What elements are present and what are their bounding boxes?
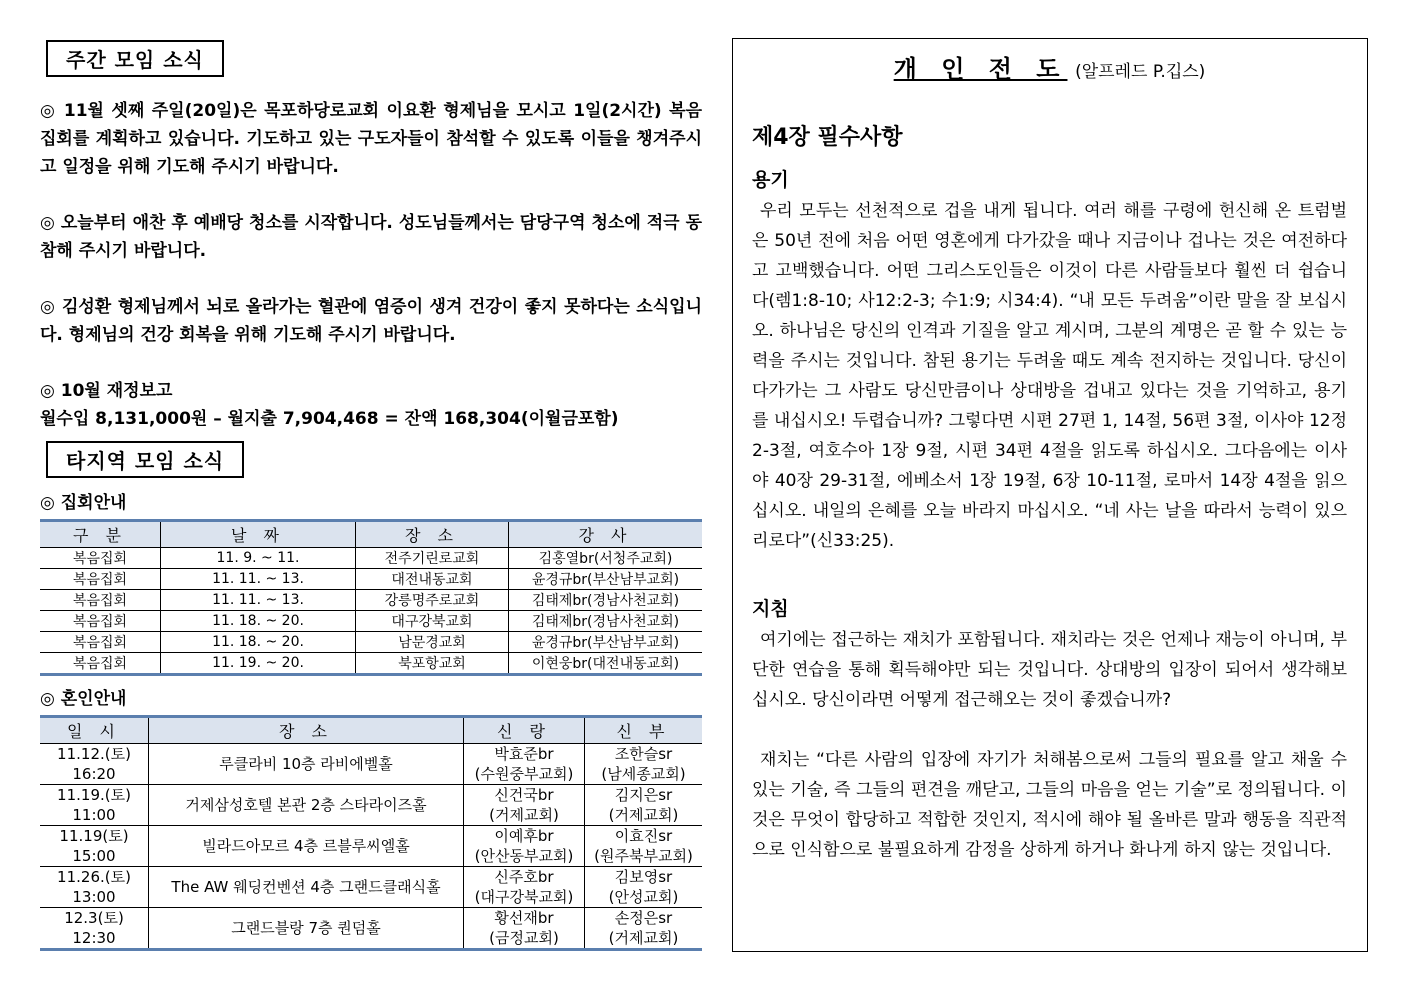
- wedding-place-cell: [149, 826, 464, 867]
- wedding-date: 11.26.(토): [57, 868, 131, 886]
- bride-name: 이효진sr: [614, 827, 673, 845]
- meeting-date: 11. 18. ~ 20.: [161, 611, 356, 632]
- wedding-time: 12:30: [72, 929, 116, 947]
- column-header: 신 랑: [464, 717, 585, 744]
- bride-name: 조한슬sr: [614, 745, 673, 763]
- wedding-date-cell: [40, 785, 149, 826]
- column-header: 강 사: [509, 521, 703, 548]
- meetings-header-row: [40, 521, 702, 548]
- meeting-place: 북포항교회: [356, 653, 509, 675]
- finance-title: ◎ 10월 재정보고: [40, 381, 173, 401]
- weekly-news-title: 주간 모임 소식: [46, 40, 224, 77]
- meeting-speaker: 김태제br(경남사천교회): [509, 590, 703, 611]
- meeting-speaker: 김태제br(경남사천교회): [509, 611, 703, 632]
- evangelism-panel: [732, 38, 1368, 952]
- weekly-news-item: ◎ 11월 셋째 주일(20일)은 목포하당로교회 이요환 형제님을 모시고 1일(2시간) 복음집회를 계획하고 있습니다. 기도하고 있는 구도자들이 참석할 수 있도록 이들을 챙겨주시고 일정을 위해 기도해 주시기 바랍니다.: [40, 101, 702, 177]
- meetings-table: [40, 519, 702, 676]
- bride-name: 손정은sr: [614, 909, 673, 927]
- other-news-title: 타지역 모임 소식: [46, 441, 244, 478]
- groom-church: (대구강북교회): [474, 888, 574, 906]
- meeting-date: 11. 11. ~ 13.: [161, 569, 356, 590]
- bride-church: (거제교회): [608, 929, 679, 947]
- wedding-place: The AW 웨딩컨벤션 4층 그랜드클래식홀: [171, 878, 441, 896]
- meeting-row: [40, 632, 702, 653]
- wedding-time: 16:20: [72, 765, 116, 783]
- column-header: 신 부: [585, 717, 703, 744]
- wedding-header-row: [40, 717, 702, 744]
- wedding-date-cell: [40, 826, 149, 867]
- wedding-time: 15:00: [72, 847, 116, 865]
- groom-name: 박효준br: [494, 745, 554, 763]
- meeting-type: 복음집회: [40, 653, 161, 675]
- meeting-row: [40, 569, 702, 590]
- meeting-type: 복음집회: [40, 590, 161, 611]
- groom-name: 황선재br: [494, 909, 554, 927]
- wedding-place-cell: [149, 785, 464, 826]
- wedding-place-cell: [149, 867, 464, 908]
- bride-church: (거제교회): [608, 806, 679, 824]
- column-header: 장 소: [356, 521, 509, 548]
- wedding-body: [40, 744, 702, 950]
- wedding-row: [40, 744, 702, 785]
- groom-name: 신주호br: [494, 868, 554, 886]
- meeting-type: 복음집회: [40, 569, 161, 590]
- wedding-date-cell: [40, 867, 149, 908]
- wedding-place-cell: [149, 744, 464, 785]
- weekly-news-item: ◎ 김성환 형제님께서 뇌로 올라가는 혈관에 염증이 생겨 건강이 좋지 못하다는 소식입니다. 형제님의 건강 회복을 위해 기도해 주시기 바랍니다.: [40, 297, 702, 345]
- meetings-body: [40, 548, 702, 675]
- column-header: 일 시: [40, 717, 149, 744]
- groom-name: 이예후br: [494, 827, 554, 845]
- meeting-row: [40, 548, 702, 569]
- meeting-row: [40, 611, 702, 632]
- wedding-place: 거제삼성호텔 본관 2층 스타라이즈홀: [185, 796, 427, 814]
- column-header: 장 소: [149, 717, 464, 744]
- wedding-title: ◎ 혼인안내: [40, 689, 127, 709]
- meeting-date: 11. 19. ~ 20.: [161, 653, 356, 675]
- wedding-place: 빌라드아모르 4층 르블루씨엘홀: [202, 837, 410, 855]
- groom-church: (수원중부교회): [474, 765, 574, 783]
- bride-name-cell: [585, 744, 703, 785]
- meeting-date: 11. 18. ~ 20.: [161, 632, 356, 653]
- wedding-time: 11:00: [72, 806, 116, 824]
- evangelism-title-row: [752, 49, 1347, 84]
- weekly-news-item: ◎ 오늘부터 애찬 후 예배당 청소를 시작합니다. 성도님들께서는 담당구역 청소에 적극 동참해 주시기 바랍니다.: [40, 213, 702, 261]
- section-title-guidance: 지침: [752, 598, 789, 620]
- groom-church: (안산동부교회): [474, 847, 574, 865]
- bride-name-cell: [585, 908, 703, 950]
- meeting-place: 강릉명주로교회: [356, 590, 509, 611]
- groom-name-cell: [464, 908, 585, 950]
- wedding-date: 12.3(토): [64, 909, 124, 927]
- column-header: 구 분: [40, 521, 161, 548]
- groom-church: (금정교회): [489, 929, 559, 947]
- weekly-news-list: [40, 97, 702, 433]
- meeting-place: 대구강북교회: [356, 611, 509, 632]
- wedding-row: [40, 908, 702, 950]
- meeting-place: 남문경교회: [356, 632, 509, 653]
- meeting-row: [40, 653, 702, 675]
- meeting-speaker: 김홍열br(서청주교회): [509, 548, 703, 569]
- bride-church: (원주북부교회): [594, 847, 693, 865]
- section-title-courage: 용기: [752, 169, 789, 191]
- meeting-place: 전주기린로교회: [356, 548, 509, 569]
- wedding-place: 그랜드블랑 7층 퀀덤홀: [231, 919, 381, 937]
- bride-church: (안성교회): [608, 888, 679, 906]
- wedding-date-cell: [40, 908, 149, 950]
- meeting-date: 11. 9. ~ 11.: [161, 548, 356, 569]
- wedding-row: [40, 785, 702, 826]
- other-news-title-box: [46, 441, 702, 478]
- meeting-speaker: 윤경규br(부산남부교회): [509, 632, 703, 653]
- bride-name-cell: [585, 785, 703, 826]
- wedding-date: 11.12.(토): [57, 745, 131, 763]
- chapter-title: 제4장 필수사항: [752, 125, 903, 150]
- wedding-place: 루클라비 10층 라비에벨홀: [219, 755, 393, 773]
- column-header: 날 짜: [161, 521, 356, 548]
- groom-name-cell: [464, 785, 585, 826]
- groom-name-cell: [464, 867, 585, 908]
- meeting-date: 11. 11. ~ 13.: [161, 590, 356, 611]
- meeting-speaker: 이현웅br(대전내동교회): [509, 653, 703, 675]
- section-text-tact: 재치는 “다른 사람의 입장에 자기가 처해봄으로써 그들의 필요를 알고 채울 수 있는 기술, 즉 그들의 편견을 깨닫고, 그들의 마음을 얻는 기술”로 정의됩니다. 이것은 무엇이 합당하고 적합한 것인지, 적시에 해야 될 올바른 말과 행동을 직관적으로 인식함으로 불필요하게 감정을 상하게 하거나 화나게 하지 않는 것입니다.: [752, 750, 1347, 860]
- bride-name: 김지은sr: [614, 786, 673, 804]
- meeting-type: 복음집회: [40, 632, 161, 653]
- section-text-courage: 우리 모두는 선천적으로 겁을 내게 됩니다. 여러 해를 구령에 헌신해 온 트럼벌은 50년 전에 처음 어떤 영혼에게 다가갔을 때나 지금이나 겁나는 것은 여전하다고 고백했습니다. 어떤 그리스도인들은 이것이 다른 사람들보다 훨씬 더 쉽습니다(렘1:8-10; 사12:2-3; 수1:9; 시34:4). “내 모든 두려움”이란 말을 잘 보십시오. 하나님은 당신의 인격과 기질을 알고 계시며, 그분의 계명은 곧 할 수 있는 능력을 주시는 것입니다. 참된 용기는 두려울 때도 계속 전지하는 것입니다. 당신이 다가가는 그 사람도 당신만큼이나 상대방을 겁내고 있다는 것을 기억하고, 용기를 내십시오! 두렵습니까? 그렇다면 시편 27편 1, 14절, 56편 3절, 이사야 12정 2-3절, 여호수아 1장 9절, 시편 34편 4절을 읽도록 하십시오. 그다음에는 이사야 40장 29-31절, 에베소서 1장 19절, 6장 10-11절, 로마서 14장 4절을 읽으십시오. 내일의 은혜를 오늘 바라지 마십시오. “네 사는 날을 따라서 능력이 있으리로다”(신33:25).: [752, 201, 1347, 551]
- meeting-type: 복음집회: [40, 611, 161, 632]
- evangelism-author: (알프레드 P.깁스): [1075, 62, 1206, 82]
- groom-name-cell: [464, 744, 585, 785]
- wedding-table: [40, 715, 702, 951]
- bride-name: 김보영sr: [614, 868, 673, 886]
- evangelism-title: 개 인 전 도: [893, 55, 1068, 83]
- wedding-row: [40, 867, 702, 908]
- meeting-type: 복음집회: [40, 548, 161, 569]
- wedding-date: 11.19.(토): [57, 786, 131, 804]
- meeting-speaker: 윤경규br(부산남부교회): [509, 569, 703, 590]
- weekly-news-title-box: [46, 40, 702, 77]
- left-column: [40, 40, 702, 951]
- bride-name-cell: [585, 826, 703, 867]
- meetings-title: ◎ 집회안내: [40, 493, 127, 513]
- wedding-date: 11.19(토): [59, 827, 129, 845]
- wedding-row: [40, 826, 702, 867]
- wedding-date-cell: [40, 744, 149, 785]
- section-text-guidance: 여기에는 접근하는 재치가 포함됩니다. 재치라는 것은 언제나 재능이 아니며, 부단한 연습을 통해 획득해야만 되는 것입니다. 상대방의 입장이 되어서 생각해보십시오. 당신이라면 어떻게 접근해오는 것이 좋겠습니까?: [752, 630, 1347, 710]
- meeting-place: 대전내동교회: [356, 569, 509, 590]
- finance-report: 월수입 8,131,000원 – 월지출 7,904,468 = 잔액 168,304(이월금포함): [40, 409, 619, 429]
- meeting-row: [40, 590, 702, 611]
- bride-church: (남세종교회): [601, 765, 686, 783]
- groom-name: 신건국br: [494, 786, 554, 804]
- wedding-time: 13:00: [72, 888, 116, 906]
- groom-name-cell: [464, 826, 585, 867]
- bride-name-cell: [585, 867, 703, 908]
- wedding-place-cell: [149, 908, 464, 950]
- groom-church: (거제교회): [489, 806, 559, 824]
